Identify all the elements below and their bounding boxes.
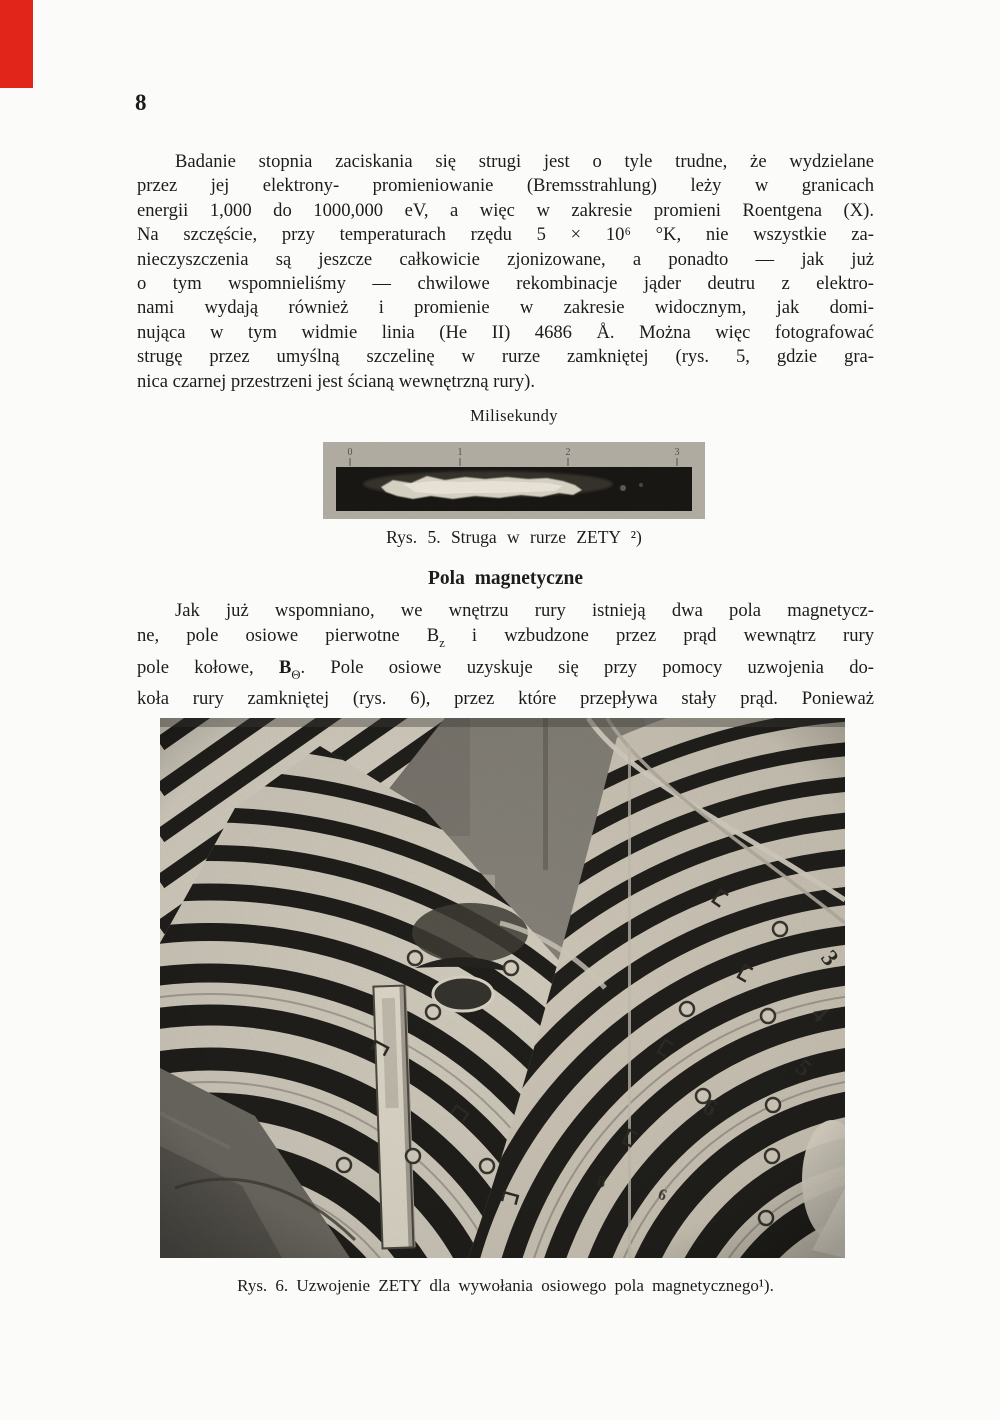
tick-label: 1 xyxy=(457,447,463,458)
text-line: pole kołowe, $B_\Theta$. Pole osiowe uzyskuje się przy pomocy uzwojenia do- xyxy=(137,656,874,682)
figure5-caption: Rys. 5. Struga w rurze ZETY ²) xyxy=(386,527,642,547)
figure5-photo xyxy=(323,442,705,519)
film-grain xyxy=(160,718,845,1258)
paragraph-2 xyxy=(137,599,874,712)
text-line: strugę przez umyślną szczelinę w rurze zamkniętej (rys. 5, gdzie gra- xyxy=(137,346,874,368)
text-line: nica czarnej przestrzeni jest ścianą wewnętrzną rury). xyxy=(137,370,535,392)
text-line: o tym wspomnieliśmy — chwilowe rekombinacje jąder deutru z elektro- xyxy=(137,273,874,295)
section-heading: Pola magnetyczne xyxy=(427,568,583,589)
text-line: energii 1,000 do 1000,000 eV, a więc w zakresie promieni Roentgena (X). xyxy=(137,199,874,221)
page-number: 8 xyxy=(135,90,147,115)
film-grain xyxy=(323,442,705,519)
text-line: nująca w tym widmie linia (He II) 4686 Å. Można więc fotografować xyxy=(137,321,874,343)
text-line: ne, pole osiowe pierwotne $B_z$ i wzbudzone przez prąd wewnątrz rury xyxy=(137,624,874,650)
text-line: Badanie stopnia zaciskania się strugi jest o tyle trudne, że wydzielane xyxy=(175,151,874,172)
text-line: nami wydają również i promienie w zakresie widocznym, jak domi- xyxy=(137,297,874,319)
figure6-caption: Rys. 6. Uzwojenie ZETY dla wywołania osiowego pola magnetycznego¹). xyxy=(237,1276,774,1295)
text-line: Jak już wspomniano, we wnętrzu rury istnieją dwa pola magnetycz- xyxy=(175,600,874,621)
figure6-photo xyxy=(160,718,845,1258)
text-line: Na szczęście, przy temperaturach rzędu 5 × 10⁶ °K, nie wszystkie za- xyxy=(137,224,874,246)
text-line: nieczyszczenia są jeszcze całkowicie zjonizowane, a ponadto — jak już xyxy=(137,248,874,270)
paragraph-1 xyxy=(137,150,874,394)
red-bookmark-ribbon xyxy=(0,0,33,88)
text-line: koła rury zamkniętej (rys. 6), przez które przepływa stały prąd. Ponieważ xyxy=(137,688,874,710)
tick-label: 3 xyxy=(674,447,680,458)
figure5-label: Milisekundy xyxy=(470,406,558,425)
tick-label: 2 xyxy=(565,447,571,458)
text-line: przez jej elektrony- promieniowanie (Bremsstrahlung) leży w granicach xyxy=(137,175,874,197)
tick-label: 0 xyxy=(347,447,353,458)
